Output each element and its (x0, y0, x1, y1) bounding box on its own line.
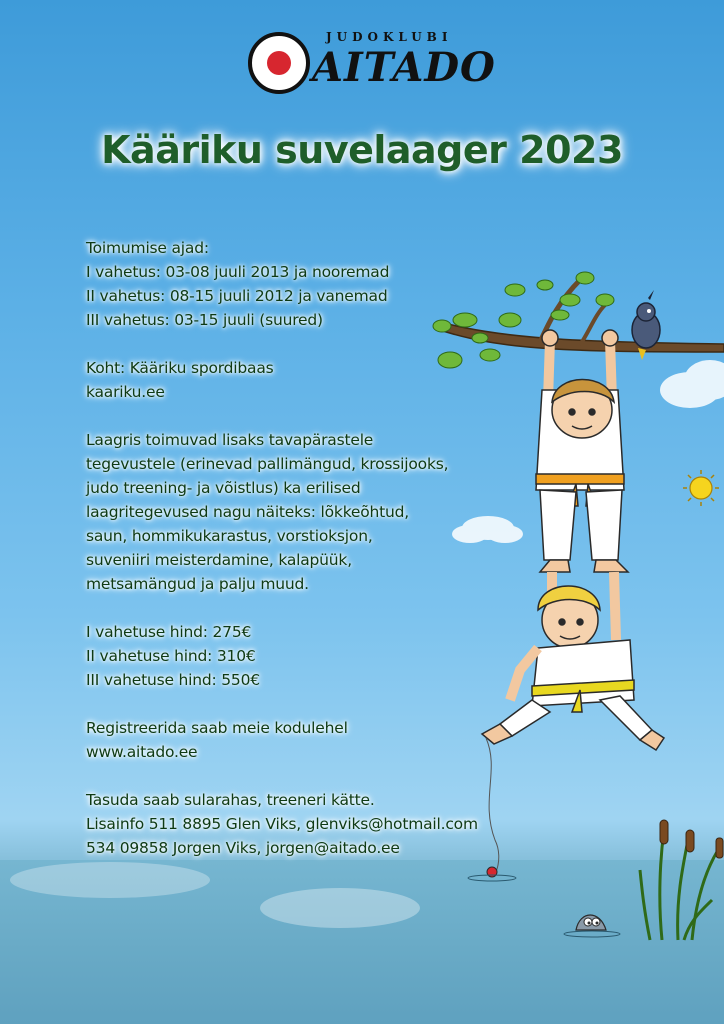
contact-line: Lisainfo 511 8895 Glen Viks, glenviks@hotmail.com (86, 815, 478, 833)
logo-small-text: JUDOKLUBI (326, 30, 453, 44)
logo-big-text: AITADO (312, 44, 496, 91)
activities-line: saun, hommikukarastus, vorstioksjon, (86, 527, 373, 545)
schedule-line: II vahetus: 08-15 juuli 2012 ja vanemad (86, 287, 388, 305)
activities-line: judo treening- ja võistlus) ka erilised (86, 479, 361, 497)
sun-icon (683, 470, 719, 506)
schedule-line: III vahetus: 03-15 juuli (suured) (86, 311, 323, 329)
contact-line: Tasuda saab sularahas, treeneri kätte. (86, 791, 375, 809)
activities-line: laagritegevused nagu näiteks: lõkkeõhtud, (86, 503, 410, 521)
reeds-icon (640, 830, 718, 940)
location-line: Koht: Kääriku spordibaas (86, 359, 274, 377)
tree-branch-icon (433, 272, 724, 368)
activities-line: tegevustele (erinevad pallimängud, krossijooks, (86, 455, 449, 473)
schedule-line: I vahetus: 03-08 juuli 2013 ja nooremad (86, 263, 390, 281)
club-logo (248, 28, 496, 98)
page-title: Kääriku suvelaager 2023 (101, 128, 623, 172)
location-link[interactable]: kaariku.ee (86, 383, 165, 401)
schedule-heading: Toimumise ajad: (86, 239, 209, 257)
fishing-float-icon (468, 738, 516, 881)
activities-line: metsamängud ja palju muud. (86, 575, 309, 593)
judo-kids-illustration (420, 260, 724, 1000)
price-line: I vahetuse hind: 275€ (86, 623, 252, 641)
top-judo-kid (536, 330, 628, 572)
price-line: III vahetuse hind: 550€ (86, 671, 260, 689)
cattail-icon (660, 820, 723, 858)
activities-line: suveniiri meisterdamine, kalapüük, (86, 551, 352, 569)
registration-line: Registreerida saab meie kodulehel (86, 719, 348, 737)
activities-line: Laagris toimuvad lisaks tavapärastele (86, 431, 374, 449)
fish-icon (564, 915, 620, 937)
registration-link[interactable]: www.aitado.ee (86, 743, 198, 761)
contact-line: 534 09858 Jorgen Viks, jorgen@aitado.ee (86, 839, 400, 857)
bottom-judo-kid (482, 572, 664, 750)
price-line: II vahetuse hind: 310€ (86, 647, 256, 665)
logo-emblem-icon (248, 32, 310, 94)
